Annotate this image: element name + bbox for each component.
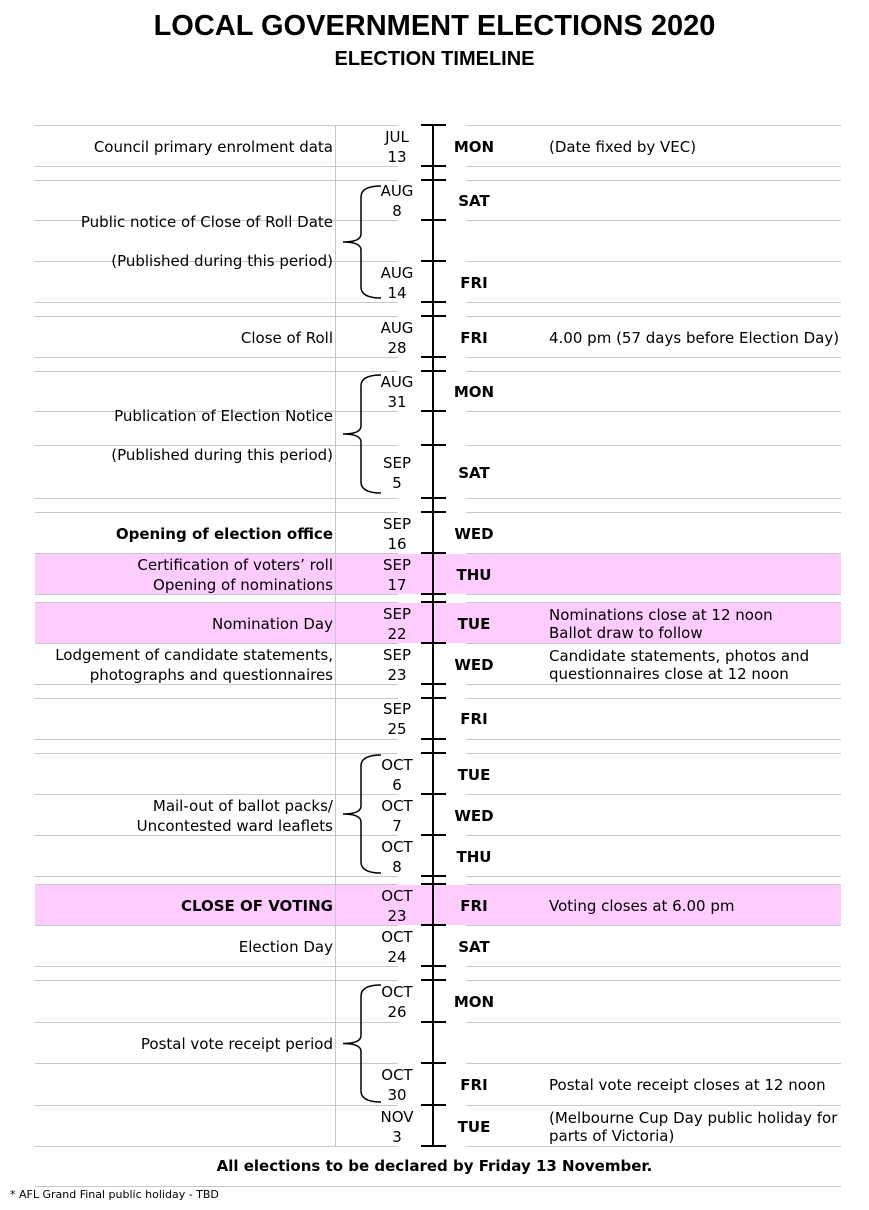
event-note: 4.00 pm (57 days before Election Day): [549, 329, 840, 347]
event-description: Opening of election office: [115, 525, 333, 543]
event-description: (Published during this period): [111, 252, 333, 270]
event-day: 16: [387, 535, 407, 553]
event-weekday: TUE: [457, 766, 491, 784]
event-month: SEP: [382, 646, 412, 664]
event-month: AUG: [380, 373, 414, 391]
axis-tick: [421, 752, 446, 754]
page-subtitle: ELECTION TIMELINE: [334, 48, 535, 70]
event-weekday: WED: [454, 525, 494, 543]
event-month: SEP: [382, 605, 412, 623]
event-day: 14: [387, 284, 407, 302]
event-note: Candidate statements, photos and: [549, 647, 810, 665]
event-day: 30: [387, 1086, 407, 1104]
event-day: 7: [392, 817, 402, 835]
event-weekday: THU: [456, 566, 492, 584]
period-brace: [338, 984, 383, 1103]
axis-tick: [421, 124, 446, 126]
axis-tick: [421, 370, 446, 372]
event-note: questionnaires close at 12 noon: [549, 665, 789, 683]
event-day: 5: [392, 474, 402, 492]
event-weekday: FRI: [460, 710, 488, 728]
axis-tick: [421, 315, 446, 317]
footer-divider: [35, 1186, 841, 1187]
axis-tick: [421, 260, 446, 262]
event-description: Certification of voters’ roll: [137, 556, 333, 574]
event-month: OCT: [381, 838, 413, 856]
axis-tick: [421, 1145, 446, 1147]
axis-tick: [421, 697, 446, 699]
event-weekday: MON: [453, 993, 495, 1011]
event-month: OCT: [381, 983, 413, 1001]
event-day: 22: [387, 625, 407, 643]
event-description: Mail-out of ballot packs/: [152, 797, 333, 815]
footnote: * AFL Grand Final public holiday - TBD: [10, 1188, 219, 1201]
footer-note: All elections to be declared by Friday 13 November.: [216, 1157, 653, 1175]
event-day: 23: [387, 907, 407, 925]
event-weekday: SAT: [458, 938, 490, 956]
event-weekday: SAT: [458, 192, 490, 210]
event-weekday: WED: [454, 807, 494, 825]
axis-tick: [421, 683, 446, 685]
axis-tick: [421, 793, 446, 795]
event-note: Ballot draw to follow: [549, 624, 703, 642]
event-description: Council primary enrolment data: [93, 138, 333, 156]
event-month: SEP: [382, 454, 412, 472]
event-weekday: FRI: [460, 897, 488, 915]
event-weekday: FRI: [460, 329, 488, 347]
event-weekday: TUE: [457, 615, 491, 633]
event-note: parts of Victoria): [549, 1127, 675, 1145]
period-brace: [338, 374, 383, 494]
axis-tick: [421, 979, 446, 981]
event-month: JUL: [385, 128, 409, 146]
event-day: 31: [387, 393, 407, 411]
axis-tick: [421, 593, 446, 595]
event-weekday: TUE: [457, 1118, 491, 1136]
axis-tick: [421, 301, 446, 303]
event-weekday: SAT: [458, 464, 490, 482]
event-weekday: WED: [454, 656, 494, 674]
axis-tick: [421, 410, 446, 412]
axis-tick: [421, 965, 446, 967]
event-description: Opening of nominations: [153, 576, 333, 594]
event-day: 8: [392, 858, 402, 876]
event-description: Close of Roll: [240, 329, 333, 347]
axis-tick: [421, 924, 446, 926]
event-weekday: MON: [453, 383, 495, 401]
event-month: SEP: [382, 700, 412, 718]
event-description: Election Day: [238, 938, 333, 956]
axis-tick: [421, 497, 446, 499]
axis-tick: [421, 642, 446, 644]
event-weekday: FRI: [460, 274, 488, 292]
period-brace: [338, 185, 383, 299]
event-day: 28: [387, 339, 407, 357]
axis-tick: [421, 179, 446, 181]
axis-tick: [421, 601, 446, 603]
event-note: (Melbourne Cup Day public holiday for: [549, 1109, 838, 1127]
event-description: Public notice of Close of Roll Date: [80, 213, 333, 231]
axis-tick: [421, 834, 446, 836]
event-month: SEP: [382, 515, 412, 533]
event-note: Voting closes at 6.00 pm: [549, 897, 735, 915]
axis-tick: [421, 511, 446, 513]
axis-tick: [421, 356, 446, 358]
event-day: 8: [392, 202, 402, 220]
event-day: 23: [387, 666, 407, 684]
event-weekday: FRI: [460, 1076, 488, 1094]
event-day: 24: [387, 948, 407, 966]
axis-tick: [421, 552, 446, 554]
event-day: 17: [387, 576, 407, 594]
axis-tick: [421, 1021, 446, 1023]
event-description: CLOSE OF VOTING: [180, 897, 333, 915]
event-day: 13: [387, 148, 407, 166]
axis-tick: [421, 738, 446, 740]
event-note: Postal vote receipt closes at 12 noon: [549, 1076, 826, 1094]
event-description: Publication of Election Notice: [114, 407, 333, 425]
event-day: 6: [392, 776, 402, 794]
axis-tick: [421, 1104, 446, 1106]
event-month: OCT: [381, 887, 413, 905]
event-month: AUG: [380, 264, 414, 282]
event-description: photographs and questionnaires: [89, 666, 333, 684]
page-title: LOCAL GOVERNMENT ELECTIONS 2020: [153, 10, 716, 42]
axis-tick: [421, 1062, 446, 1064]
event-note: (Date fixed by VEC): [549, 138, 697, 156]
event-description: Postal vote receipt period: [140, 1035, 333, 1053]
event-weekday: MON: [453, 138, 495, 156]
column-guide: [335, 125, 336, 1146]
axis-tick: [421, 875, 446, 877]
period-brace: [338, 754, 383, 874]
event-month: OCT: [381, 928, 413, 946]
event-description: Nomination Day: [212, 615, 333, 633]
event-description: Uncontested ward leaflets: [136, 817, 333, 835]
axis-tick: [421, 444, 446, 446]
event-description: (Published during this period): [111, 446, 333, 464]
axis-tick: [421, 219, 446, 221]
event-day: 25: [387, 720, 407, 738]
event-month: AUG: [380, 319, 414, 337]
event-month: SEP: [382, 556, 412, 574]
axis-tick: [421, 165, 446, 167]
event-month: OCT: [381, 1066, 413, 1084]
event-month: AUG: [380, 182, 414, 200]
event-month: OCT: [381, 756, 413, 774]
event-month: OCT: [381, 797, 413, 815]
event-month: NOV: [380, 1108, 414, 1126]
event-day: 26: [387, 1003, 407, 1021]
event-description: Lodgement of candidate statements,: [55, 646, 333, 664]
event-day: 3: [392, 1128, 402, 1146]
axis-tick: [421, 883, 446, 885]
timeline-axis: [432, 125, 434, 1146]
event-note: Nominations close at 12 noon: [549, 606, 773, 624]
event-weekday: THU: [456, 848, 492, 866]
